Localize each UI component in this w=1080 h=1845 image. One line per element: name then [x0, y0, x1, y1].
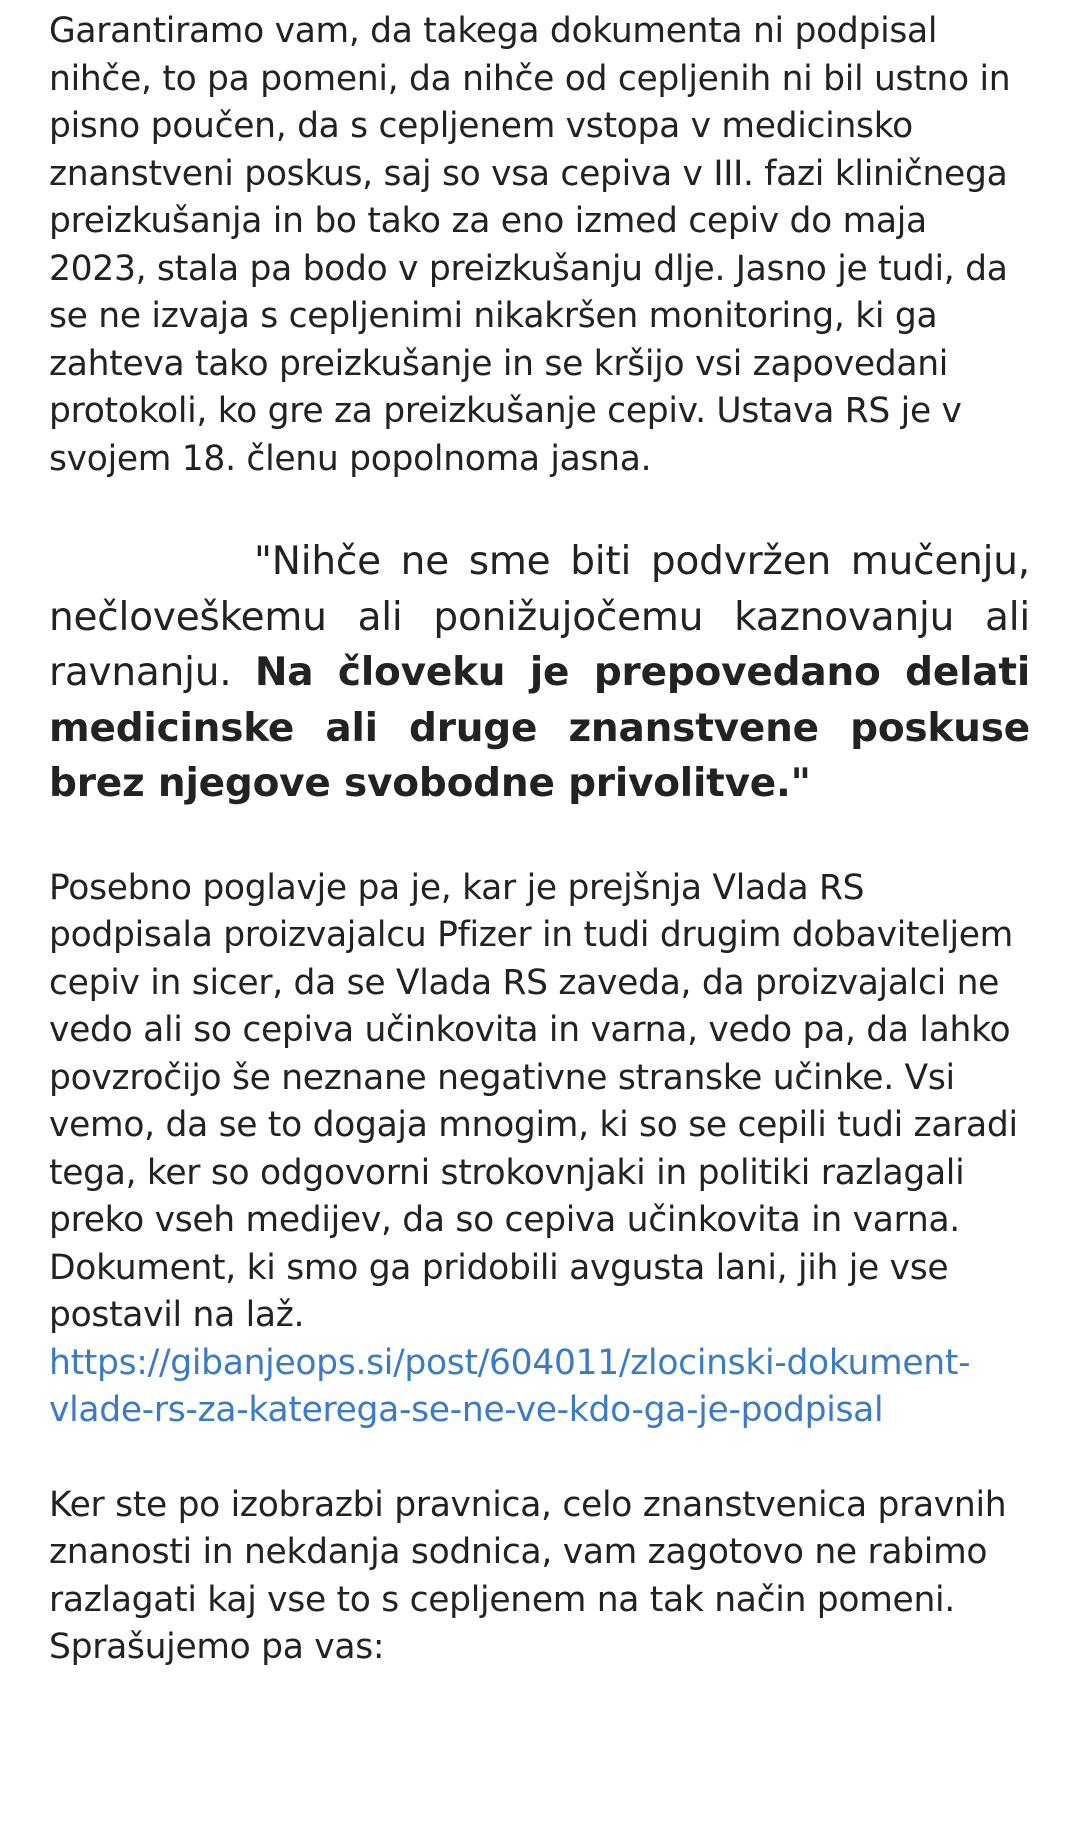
- document-link[interactable]: https://gibanjeops.si/post/604011/zlocinski-dokument-vlade-rs-za-katerega-se-ne-ve-kdo-ga-je-podpisal: [49, 1342, 971, 1430]
- quote-text: "Nihče ne sme biti podvržen mučenju, nečloveškemu ali ponižujočemu kaznovanju ali ravnanju.: [49, 539, 1030, 695]
- paragraph-government-contract: [49, 865, 1030, 1435]
- constitution-quote: [49, 534, 1030, 812]
- paragraph-question: Ker ste po izobrazbi pravnica, celo znanstvenica pravnih znanosti in nekdanja sodnica, vam zagotovo ne rabimo razlagati kaj vse to s cepljenem na tak način pomeni. Sprašujemo pa vas:: [49, 1484, 1007, 1667]
- quote-emphasis: Na človeku je prepovedano delati medicinske ali druge znanstvene poskuse brez njegove svobodne privolitve.": [49, 650, 1030, 806]
- paragraph-government-contract-text: Posebno poglavje pa je, kar je prejšnja Vlada RS podpisala proizvajalcu Pfizer in tudi drugim dobaviteljem cepiv in sicer, da se Vlada RS zaveda, da proizvajalci ne vedo ali so cepiva učinkovita in varna, vedo pa, da lahko povzročijo še neznane negativne stranske učinke. Vsi vemo, da se to dogaja mnogim, ki so se cepili tudi zaradi tega, ker so odgovorni strokovnjaki in politiki razlagali preko vseh medijev, da so cepiva učinkovita in varna. Dokument, ki smo ga pridobili avgusta lani, jih je vse postavil na laž.: [49, 867, 1018, 1335]
- paragraph-guarantee: Garantiramo vam, da takega dokumenta ni podpisal nihče, to pa pomeni, da nihče od cepljenih ni bil ustno in pisno poučen, da s cepljenem vstopa v medicinsko znanstveni poskus, saj so vsa cepiva v III. fazi kliničnega preizkušanja in bo tako za eno izmed cepiv do maja 2023, stala pa bodo v preizkušanju dlje. Jasno je tudi, da se ne izvaja s cepljenimi nikakršen monitoring, ki ga zahteva tako preizkušanje in se kršijo vsi zapovedani protokoli, ko gre za preizkušanje cepiv. Ustava RS je v svojem 18. členu popolnoma jasna.: [49, 11, 1011, 479]
